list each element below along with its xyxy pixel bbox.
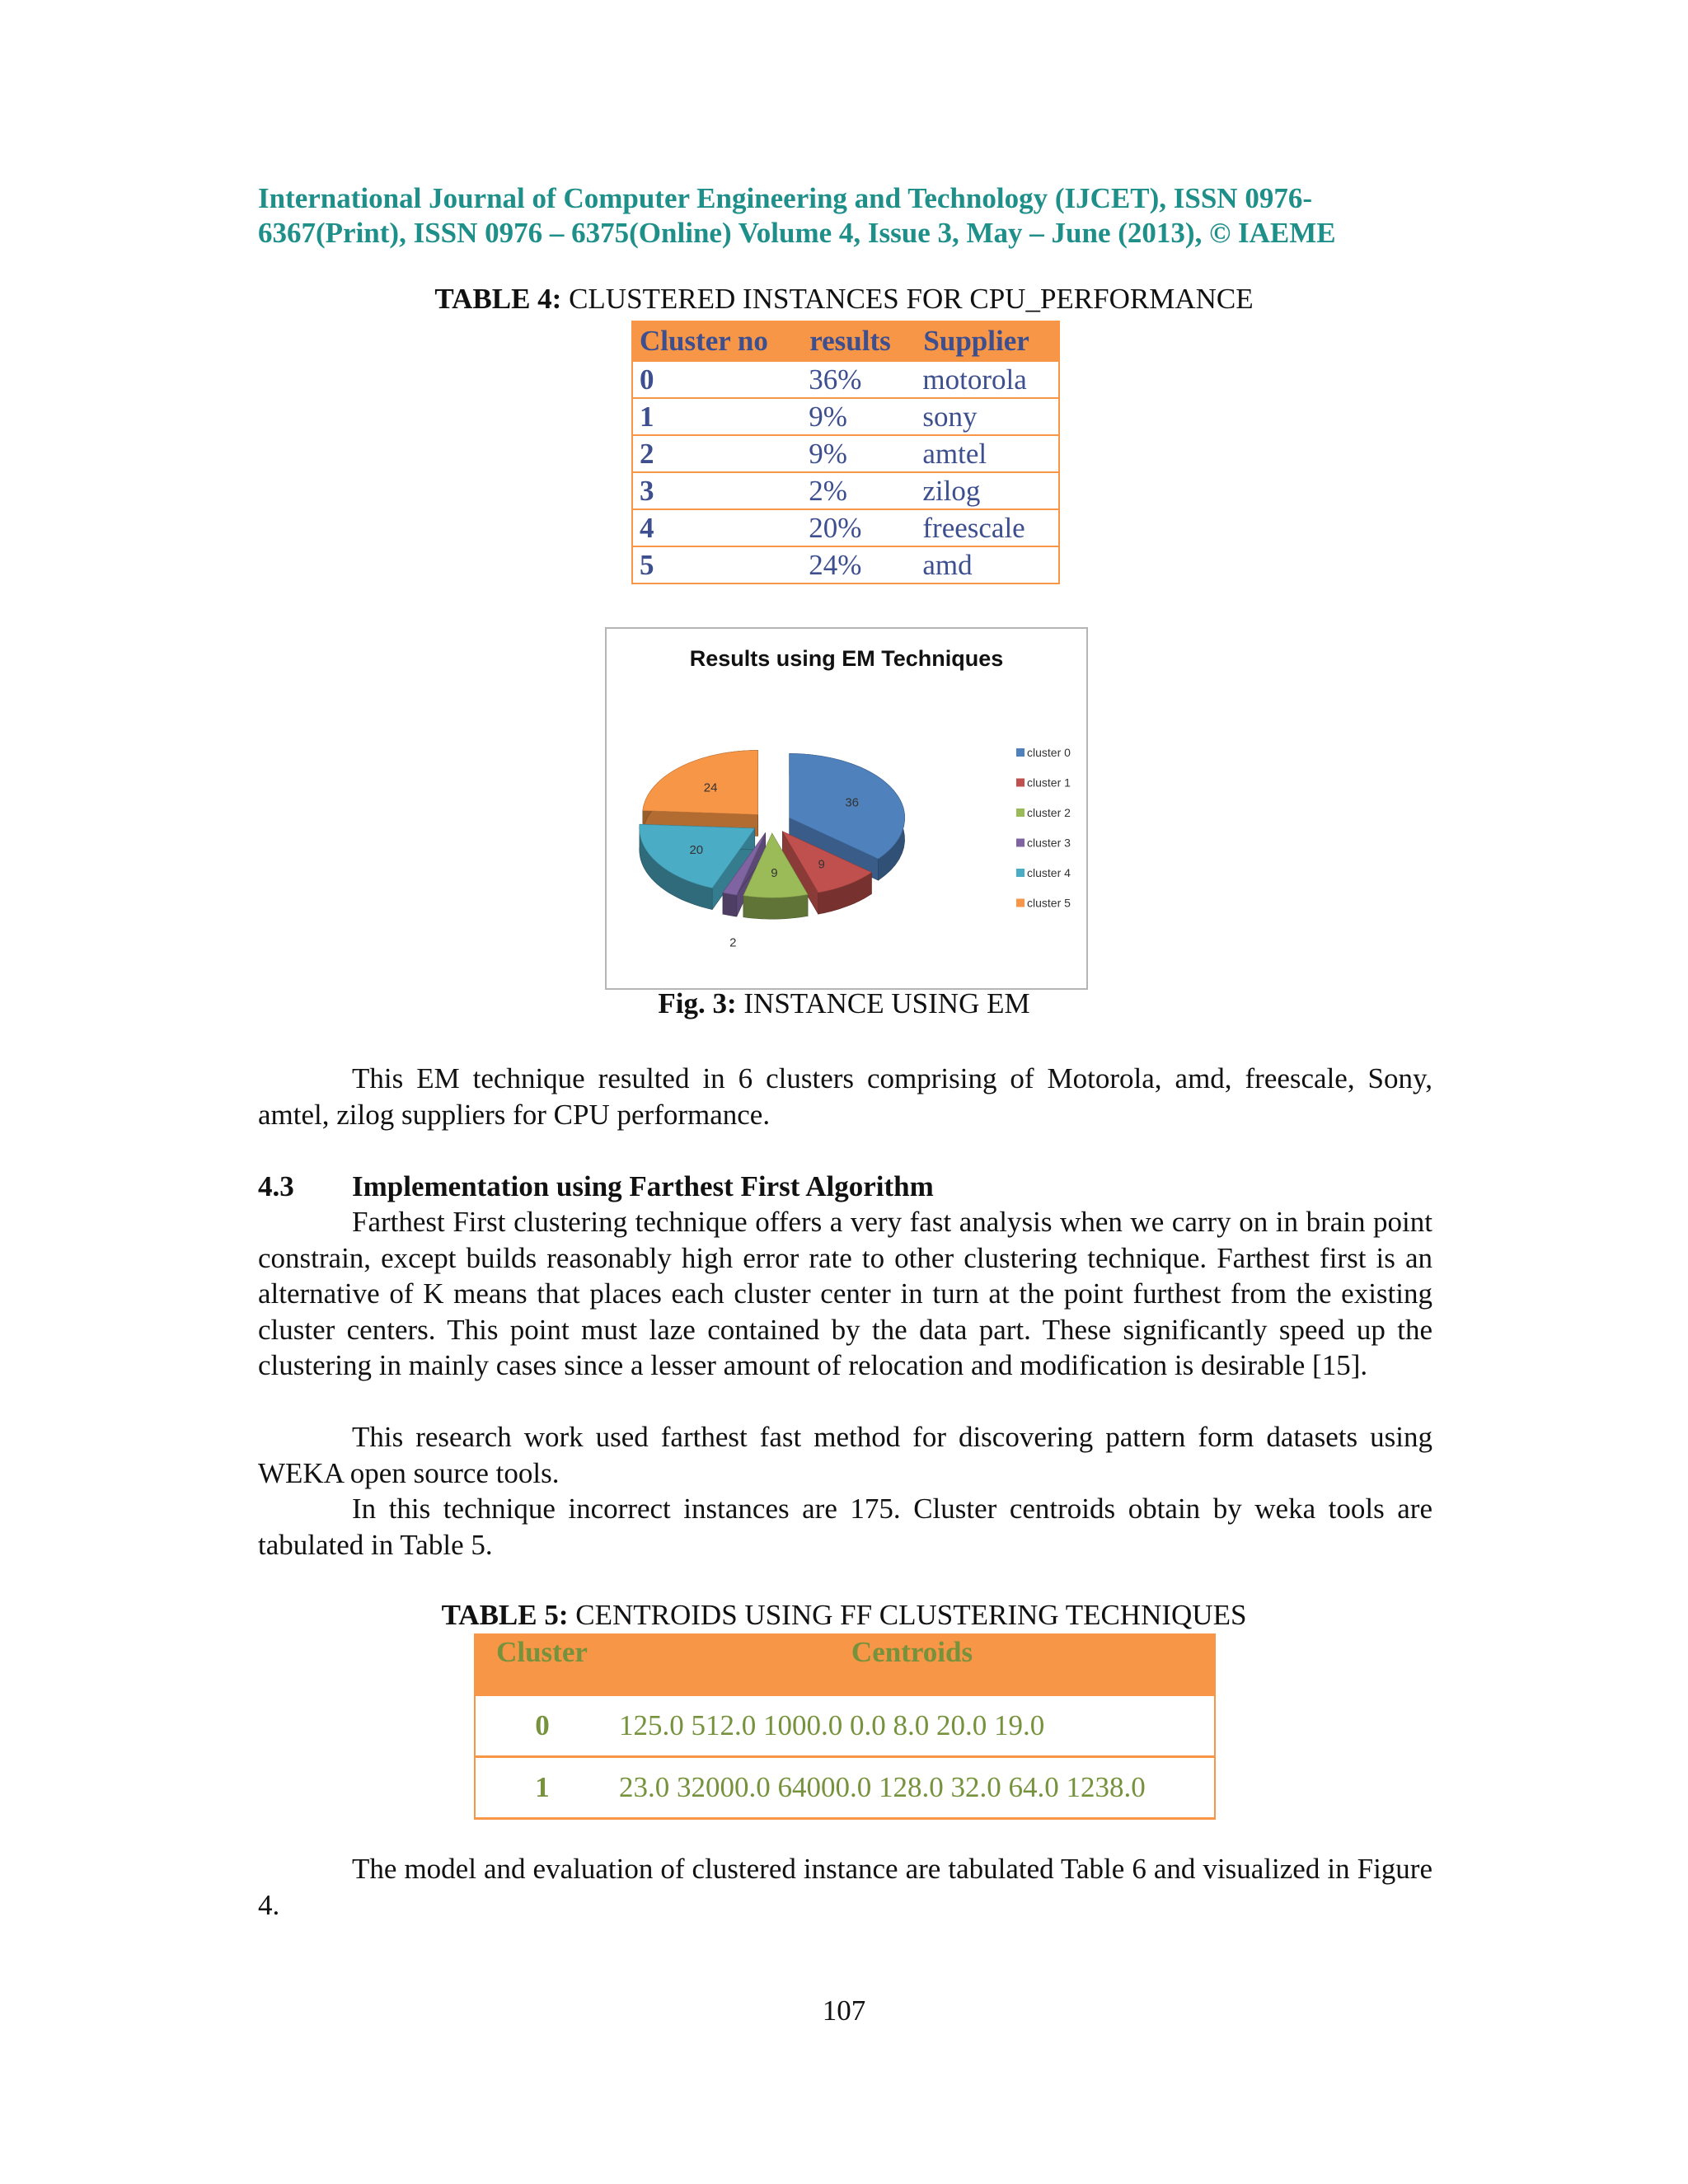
table-row <box>632 472 1059 509</box>
table-cell: 24% <box>802 546 916 583</box>
pie-slice-side <box>743 894 808 919</box>
table-cell: amtel <box>916 435 1059 472</box>
table-row <box>632 546 1059 583</box>
journal-header <box>258 181 1432 251</box>
pie-slice-top <box>643 750 758 814</box>
table-cell: 3 <box>632 472 802 509</box>
table-cell: 9% <box>802 398 916 435</box>
legend-label: cluster 1 <box>1027 776 1071 790</box>
legend-swatch <box>1016 839 1025 847</box>
pie-data-label: 9 <box>818 857 825 872</box>
table-cell: sony <box>916 398 1059 435</box>
legend-label: cluster 5 <box>1027 896 1071 910</box>
table5 <box>474 1633 1216 1820</box>
table4-caption-label: TABLE 4: <box>434 283 562 315</box>
legend-label: cluster 3 <box>1027 836 1071 850</box>
paragraph-ff-instances: In this technique incorrect instances are 175. Cluster centroids obtain by weka tools are tabulated in Table 5. <box>258 1493 1432 1561</box>
table5-col-cluster: Cluster <box>475 1634 609 1695</box>
table4-col-supplier: Supplier <box>916 321 1059 361</box>
legend-swatch <box>1016 869 1025 877</box>
table-cell: 4 <box>632 509 802 546</box>
table-cell: amd <box>916 546 1059 583</box>
table-cell: 36% <box>802 361 916 398</box>
table5-caption <box>0 1599 1688 1632</box>
table4-caption-text: CLUSTERED INSTANCES FOR CPU_PERFORMANCE <box>561 283 1254 315</box>
table4-col-cluster: Cluster no <box>632 321 802 361</box>
table-cell: 9% <box>802 435 916 472</box>
table5-caption-label: TABLE 5: <box>441 1599 569 1631</box>
paragraph-ff-description: Farthest First clustering technique offers a very fast analysis when we carry on in brain point constrain, except builds reasonably high error rate to other clustering technique. Farthest first is an alternative of K means that places each cluster center in turn at the point furthest from the existing cluster centers. This point must laze contained by the data part. These significantly speed up the clustering in mainly cases since a lesser amount of relocation and modification is desirable [15]. <box>258 1206 1432 1381</box>
table-cell: 20% <box>802 509 916 546</box>
table-cell: 23.0 32000.0 64000.0 128.0 32.0 64.0 1238.0 <box>609 1757 1215 1819</box>
table4 <box>631 321 1060 584</box>
pie-chart-svg <box>607 629 1086 988</box>
chart-title: Results using EM Techniques <box>689 646 1004 671</box>
journal-header-line1: International Journal of Computer Engineering and Technology (IJCET), ISSN 0976- <box>258 182 1312 214</box>
pie-data-label: 2 <box>729 935 737 950</box>
table-cell: 125.0 512.0 1000.0 0.0 8.0 20.0 19.0 <box>609 1695 1215 1757</box>
table5-header-row <box>475 1634 1215 1695</box>
table-row <box>632 435 1059 472</box>
pie-data-label: 36 <box>845 795 860 810</box>
pie-slices <box>640 750 905 919</box>
journal-header-line2: 6367(Print), ISSN 0976 – 6375(Online) Volume 4, Issue 3, May – June (2013), © IAEME <box>258 217 1336 249</box>
legend-label: cluster 0 <box>1027 746 1071 759</box>
table-cell: motorola <box>916 361 1059 398</box>
paragraph-model-evaluation: The model and evaluation of clustered instance are tabulated Table 6 and visualized in Figure 4. <box>258 1853 1432 1921</box>
chart-legend <box>1016 746 1071 910</box>
pie-data-label: 20 <box>689 843 704 858</box>
em-pie-chart <box>605 627 1088 990</box>
table5-col-centroids: Centroids <box>609 1634 1215 1695</box>
paragraph-em-result: This EM technique resulted in 6 clusters comprising of Motorola, amd, freescale, Sony, amtel, zilog suppliers for CPU performance. <box>258 1062 1432 1131</box>
section-heading <box>258 1170 934 1203</box>
table-cell: 1 <box>475 1757 609 1819</box>
table-cell: 1 <box>632 398 802 435</box>
legend-label: cluster 4 <box>1027 866 1071 879</box>
table4-header-row <box>632 321 1059 361</box>
figure3-caption <box>0 987 1688 1020</box>
figure3-caption-text: INSTANCE USING EM <box>736 987 1030 1019</box>
table-row <box>475 1695 1215 1757</box>
pie-data-label: 24 <box>703 780 718 795</box>
legend-swatch <box>1016 748 1025 757</box>
table-cell: 5 <box>632 546 802 583</box>
section-number: 4.3 <box>258 1170 294 1202</box>
table-row <box>632 509 1059 546</box>
table-cell: freescale <box>916 509 1059 546</box>
table-row <box>632 361 1059 398</box>
pie-slice-cluster-5 <box>643 750 758 836</box>
legend-label: cluster 2 <box>1027 806 1071 819</box>
legend-swatch <box>1016 808 1025 817</box>
legend-swatch <box>1016 779 1025 787</box>
pie-data-label: 9 <box>771 866 778 880</box>
table4-caption <box>0 283 1688 316</box>
table-cell: 2 <box>632 435 802 472</box>
table-row <box>475 1757 1215 1819</box>
section-title: Implementation using Farthest First Algorithm <box>352 1170 934 1202</box>
pie-slice-side <box>723 893 737 916</box>
page-number: 107 <box>822 1994 866 2027</box>
paragraph-ff-research: This research work used farthest fast method for discovering pattern form datasets using WEKA open source tools. <box>258 1421 1432 1489</box>
table4-col-results: results <box>802 321 916 361</box>
figure3-caption-label: Fig. 3: <box>658 987 737 1019</box>
table-cell: 2% <box>802 472 916 509</box>
legend-swatch <box>1016 899 1025 907</box>
table-row <box>632 398 1059 435</box>
table5-caption-text: CENTROIDS USING FF CLUSTERING TECHNIQUES <box>568 1599 1247 1631</box>
table-cell: zilog <box>916 472 1059 509</box>
table-cell: 0 <box>475 1695 609 1757</box>
table-cell: 0 <box>632 361 802 398</box>
